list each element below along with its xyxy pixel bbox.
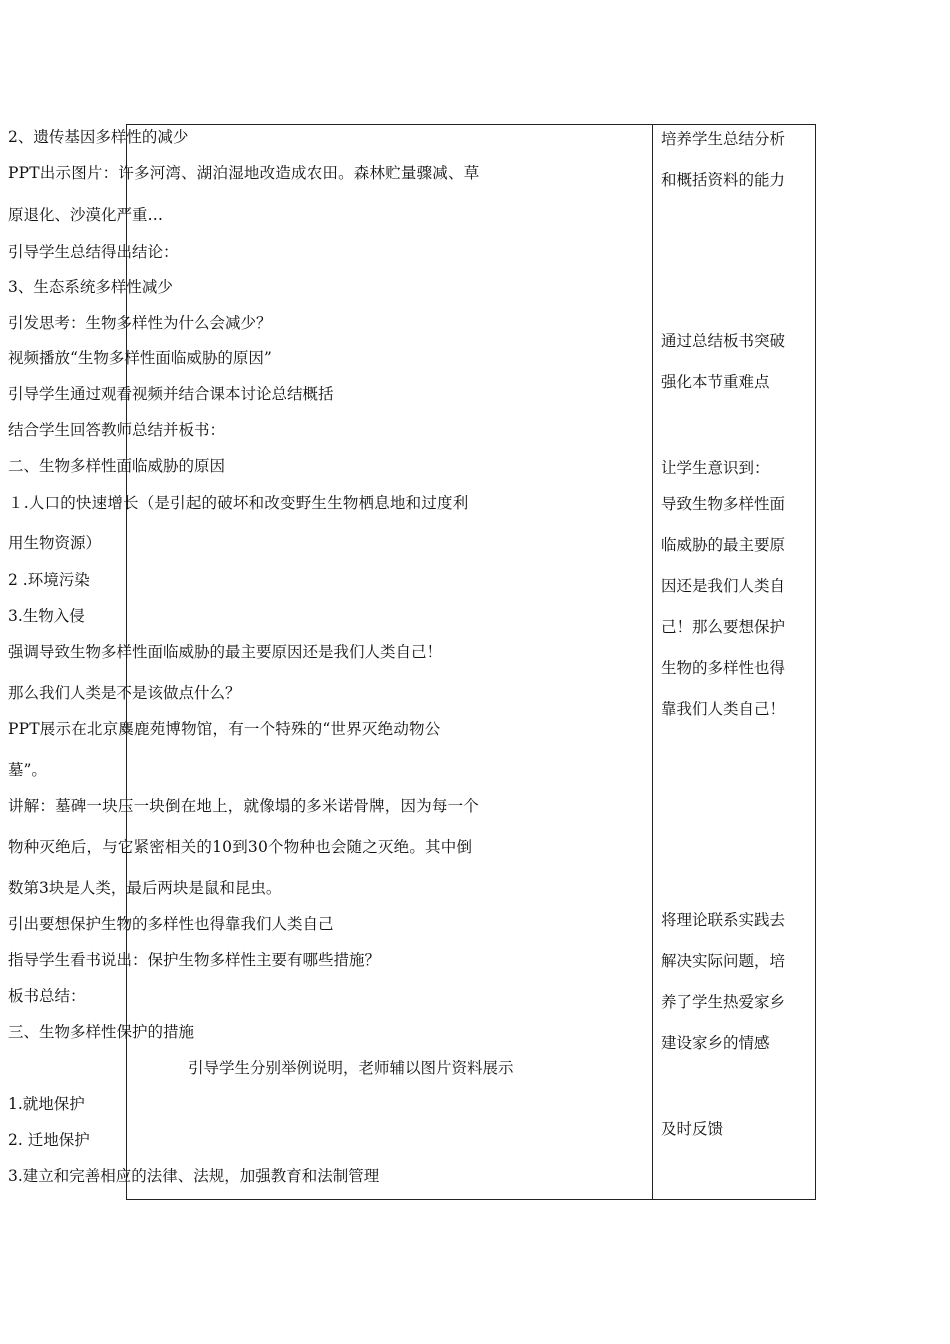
text-line: 3.生物入侵 (8, 607, 85, 625)
intent-line: 己！那么要想保护 (661, 618, 786, 636)
text-line: 3、生态系统多样性减少 (8, 278, 173, 296)
column-divider (652, 125, 653, 1199)
intent-line: 临威胁的最主要原 (661, 536, 786, 554)
text-line: 板书总结： (8, 987, 86, 1005)
intent-line: 建设家乡的情感 (661, 1034, 770, 1052)
text-line: 1.就地保护 (8, 1095, 85, 1113)
intent-line: 导致生物多样性面 (661, 495, 786, 513)
text-line: 引导学生总结得出结论： (8, 243, 179, 261)
text-line: 结合学生回答教师总结并板书： (8, 421, 226, 439)
intent-line: 及时反馈 (661, 1120, 724, 1138)
text-line: PPT出示图片：许多河湾、湖泊湿地改造成农田。森林贮量骤减、草 (8, 164, 480, 182)
text-line: 2. 迁地保护 (8, 1131, 90, 1149)
intent-line: 解决实际问题，培 (661, 952, 786, 970)
text-line: PPT展示在北京麋鹿苑博物馆，有一个特殊的“世界灭绝动物公 (8, 720, 441, 738)
text-line: 引出要想保护生物的多样性也得靠我们人类自己 (8, 915, 334, 933)
text-line: 强调导致生物多样性面临威胁的最主要原因还是我们人类自己！ (8, 643, 443, 661)
text-line: 用生物资源） (8, 534, 102, 552)
text-line: 3.建立和完善相应的法律、法规，加强教育和法制管理 (8, 1167, 380, 1185)
text-line: 墓”。 (8, 761, 47, 779)
text-line: 2 .环境污染 (8, 571, 90, 589)
intent-line: 让学生意识到： (661, 459, 770, 477)
intent-line: 强化本节重难点 (661, 373, 770, 391)
text-line: 那么我们人类是不是该做点什么？ (8, 684, 241, 702)
intent-line: 养了学生热爱家乡 (661, 993, 786, 1011)
intent-line: 和概括资料的能力 (661, 171, 786, 189)
text-line: 原退化、沙漠化严重… (8, 206, 164, 224)
intent-line: 生物的多样性也得 (661, 659, 786, 677)
intent-line: 将理论联系实践去 (661, 911, 786, 929)
text-line: 2、遗传基因多样性的减少 (8, 128, 189, 146)
intent-line: 通过总结板书突破 (661, 332, 786, 350)
text-line: 数第3块是人类，最后两块是鼠和昆虫。 (8, 879, 282, 897)
section-heading: 三、生物多样性保护的措施 (8, 1023, 195, 1041)
text-line: 引导学生分别举例说明，老师辅以图片资料展示 (188, 1059, 514, 1077)
text-line: 视频播放“生物多样性面临威胁的原因” (8, 349, 272, 367)
intent-line: 因还是我们人类自 (661, 577, 786, 595)
section-heading: 二、生物多样性面临威胁的原因 (8, 457, 226, 475)
intent-line: 靠我们人类自己！ (661, 700, 786, 718)
text-line: １.人口的快速增长（是引起的破坏和改变野生生物栖息地和过度利 (8, 494, 469, 512)
text-line: 指导学生看书说出：保护生物多样性主要有哪些措施？ (8, 951, 381, 969)
intent-line: 培养学生总结分析 (661, 130, 786, 148)
text-line: 引导学生通过观看视频并结合课本讨论总结概括 (8, 385, 334, 403)
text-line: 引发思考：生物多样性为什么会减少？ (8, 314, 272, 332)
text-line: 物种灭绝后，与它紧密相关的10到30个物种也会随之灭绝。其中倒 (8, 838, 473, 856)
text-line: 讲解：墓碑一块压一块倒在地上，就像塌的多米诺骨牌，因为每一个 (8, 797, 480, 815)
